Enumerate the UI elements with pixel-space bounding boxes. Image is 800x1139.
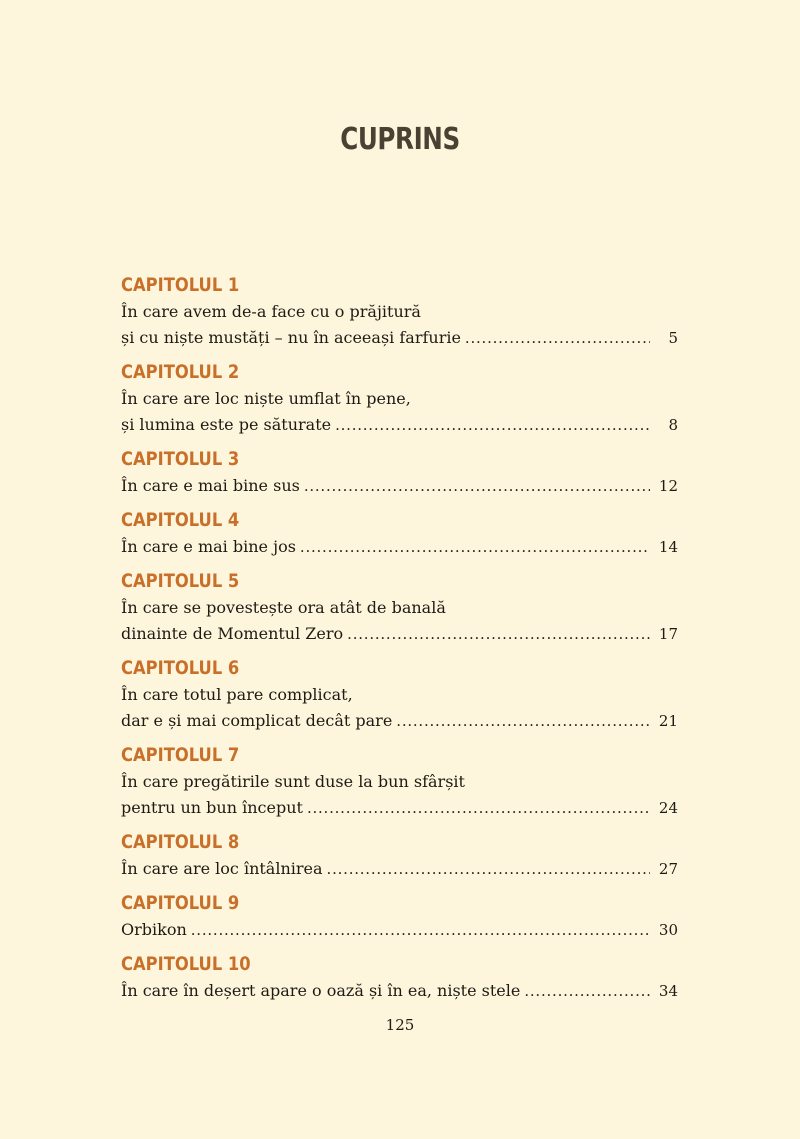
table-of-contents	[121, 272, 678, 1012]
chapter-label: CAPITOLUL 8	[121, 831, 240, 853]
chapter-title-line: În care în deșert apare o oază și în ea, niște stele	[121, 981, 521, 1000]
dot-leader	[300, 534, 650, 560]
chapter-title-line: În care e mai bine sus	[121, 476, 300, 495]
toc-entry[interactable]	[121, 534, 678, 560]
chapter-page-number: 17	[658, 625, 678, 643]
toc-chapter	[121, 507, 678, 560]
chapter-title-line: În care totul pare complicat,	[121, 685, 353, 704]
chapter-title-line: Orbikon	[121, 920, 187, 939]
chapter-page-number: 24	[658, 799, 678, 817]
chapter-page-number: 34	[658, 982, 678, 1000]
toc-entry[interactable]	[121, 856, 678, 882]
toc-entry[interactable]	[121, 473, 678, 499]
page-title: CUPRINS	[340, 122, 460, 157]
toc-chapter	[121, 890, 678, 943]
chapter-title-line: În care are loc întâlnirea	[121, 859, 323, 878]
chapter-label: CAPITOLUL 9	[121, 892, 240, 914]
chapter-label: CAPITOLUL 10	[121, 953, 251, 975]
toc-entry[interactable]	[121, 978, 678, 1004]
chapter-label: CAPITOLUL 6	[121, 657, 240, 679]
toc-entry[interactable]	[121, 708, 678, 734]
chapter-title-line: În care avem de-a face cu o prăjitură	[121, 302, 421, 321]
toc-chapter	[121, 829, 678, 882]
toc-chapter	[121, 951, 678, 1004]
dot-leader	[335, 412, 650, 438]
toc-chapter	[121, 568, 678, 647]
chapter-page-number: 8	[668, 416, 678, 434]
chapter-title-line: și cu niște mustăți – nu în aceeași farfurie	[121, 328, 461, 347]
dot-leader	[304, 473, 650, 499]
chapter-page-number: 21	[658, 712, 678, 730]
toc-entry[interactable]	[121, 917, 678, 943]
chapter-title-line: În care pregătirile sunt duse la bun sfârșit	[121, 772, 465, 791]
chapter-label: CAPITOLUL 1	[121, 274, 240, 296]
chapter-title-line: În care are loc niște umflat în pene,	[121, 389, 411, 408]
toc-chapter	[121, 272, 678, 351]
page-number: 125	[385, 1016, 415, 1034]
dot-leader	[347, 621, 650, 647]
chapter-title-line: și lumina este pe săturate	[121, 415, 332, 434]
chapter-title-line: pentru un bun început	[121, 798, 303, 817]
dot-leader	[307, 795, 650, 821]
chapter-label: CAPITOLUL 5	[121, 570, 240, 592]
toc-chapter	[121, 446, 678, 499]
toc-entry[interactable]	[121, 325, 678, 351]
dot-leader	[524, 978, 650, 1004]
toc-chapter	[121, 655, 678, 734]
toc-chapter	[121, 359, 678, 438]
dot-leader	[191, 917, 650, 943]
chapter-page-number: 12	[658, 477, 678, 495]
chapter-page-number: 30	[658, 921, 678, 939]
chapter-title-line: În care se povestește ora atât de banală	[121, 598, 446, 617]
chapter-title-line: dinainte de Momentul Zero	[121, 624, 344, 643]
chapter-page-number: 5	[668, 329, 678, 347]
dot-leader	[327, 856, 650, 882]
toc-entry[interactable]	[121, 621, 678, 647]
dot-leader	[396, 708, 650, 734]
chapter-title-line: dar e și mai complicat decât pare	[121, 711, 393, 730]
chapter-label: CAPITOLUL 7	[121, 744, 240, 766]
chapter-label: CAPITOLUL 2	[121, 361, 240, 383]
toc-entry[interactable]	[121, 795, 678, 821]
toc-entry[interactable]	[121, 412, 678, 438]
toc-chapter	[121, 742, 678, 821]
chapter-label: CAPITOLUL 3	[121, 448, 240, 470]
chapter-page-number: 27	[658, 860, 678, 878]
chapter-title-line: În care e mai bine jos	[121, 537, 296, 556]
chapter-page-number: 14	[658, 538, 678, 556]
chapter-label: CAPITOLUL 4	[121, 509, 240, 531]
dot-leader	[465, 325, 650, 351]
